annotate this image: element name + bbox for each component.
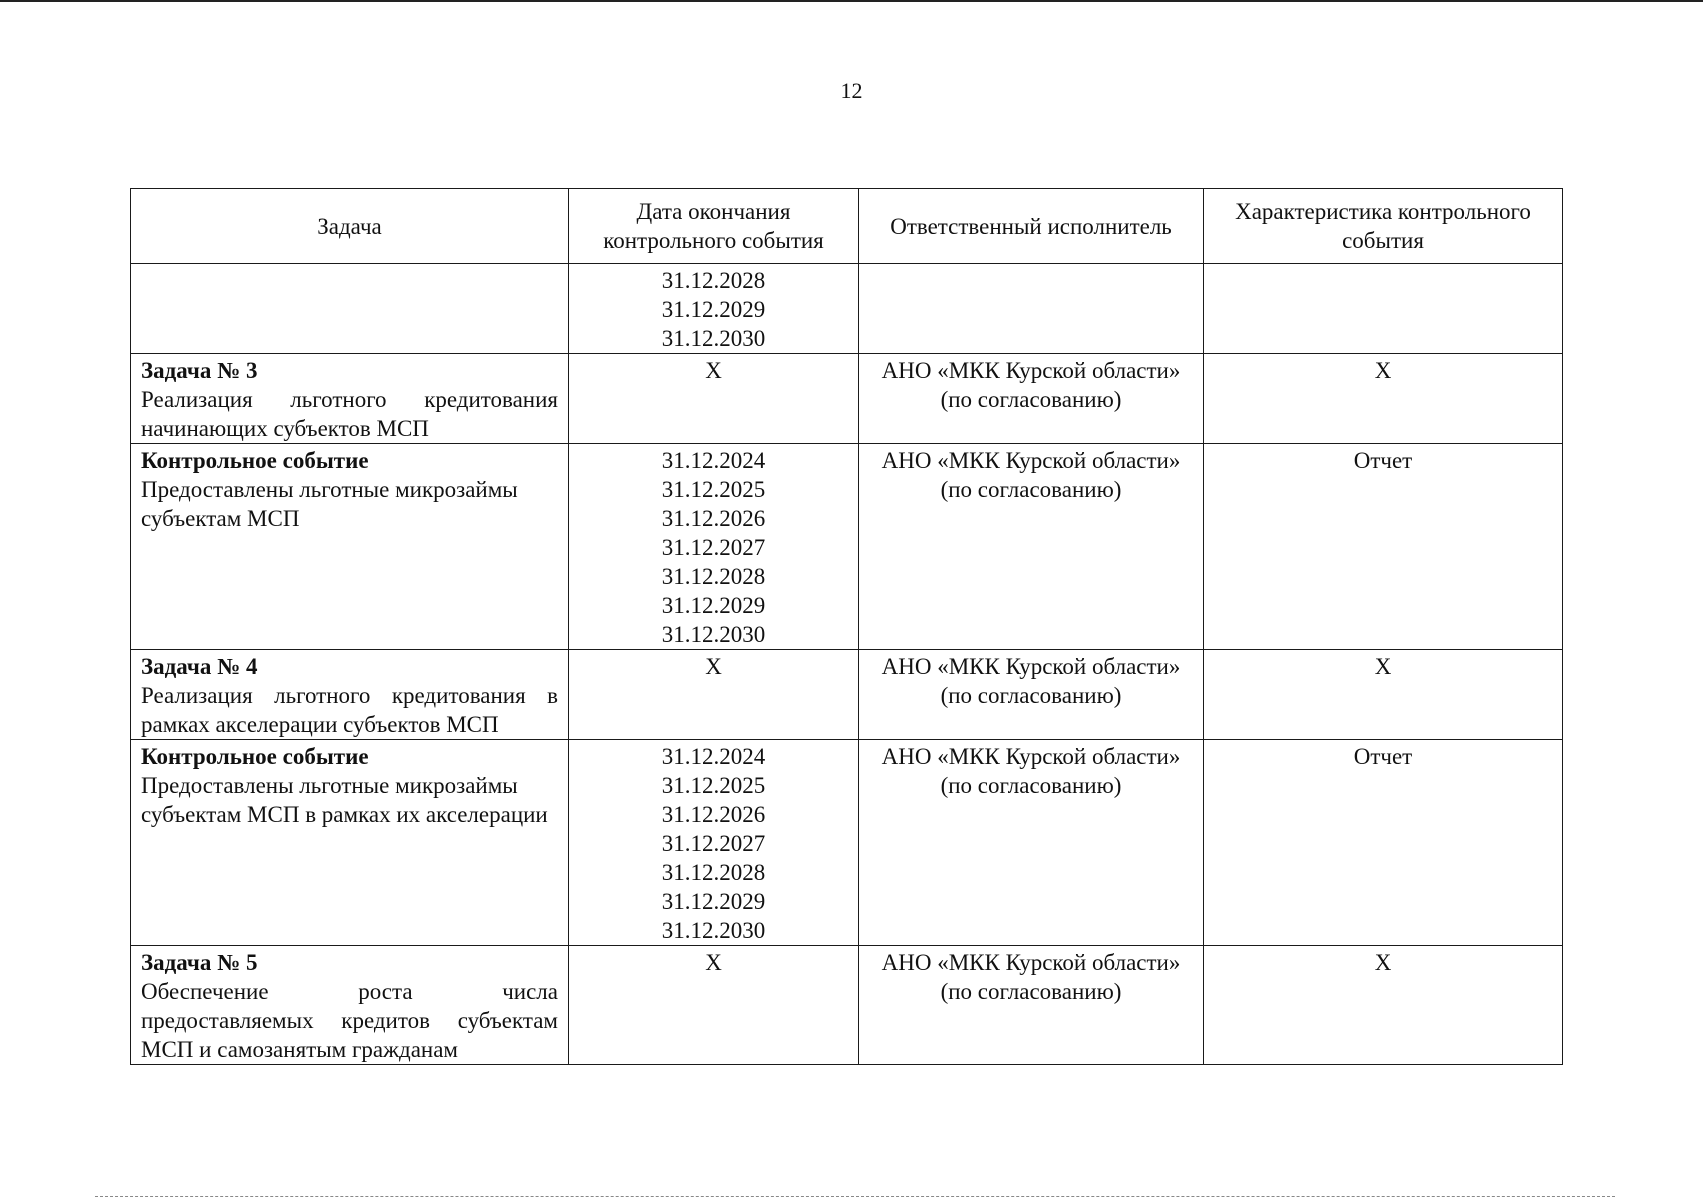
task-title: Задача № 4 [141, 654, 258, 679]
table-row [131, 444, 1563, 650]
date-value: 31.12.2027 [661, 535, 766, 560]
date-value: 31.12.2028 [661, 564, 766, 589]
table-header [131, 189, 1563, 264]
date-value: 31.12.2025 [661, 773, 766, 798]
date-value: 31.12.2030 [661, 622, 766, 647]
task-description: Предоставлены льготные микрозаймы субъектам МСП в рамках их акселерации [141, 773, 548, 827]
characteristic-cell: X [1204, 946, 1563, 1065]
task-title: Контрольное событие [141, 448, 369, 473]
task-title: Задача № 3 [141, 358, 258, 383]
date-value: X [705, 950, 722, 975]
task-cell [131, 444, 569, 650]
date-value: X [705, 358, 722, 383]
date-value: 31.12.2026 [661, 802, 766, 827]
date-value: 31.12.2030 [661, 326, 766, 351]
date-value: 31.12.2024 [661, 744, 766, 769]
date-value: 31.12.2029 [661, 889, 766, 914]
executor-cell: АНО «МКК Курской области» (по согласованию) [859, 946, 1204, 1065]
date-value: 31.12.2028 [661, 268, 766, 293]
task-description: Реализация льготного кредитования начинающих субъектов МСП [141, 387, 558, 441]
header-end-date: Дата окончания контрольного события [569, 189, 859, 264]
date-value: 31.12.2028 [661, 860, 766, 885]
characteristic-cell: Отчет [1204, 444, 1563, 650]
header-task: Задача [131, 189, 569, 264]
characteristic-cell: X [1204, 354, 1563, 444]
date-value: 31.12.2029 [661, 593, 766, 618]
date-value: 31.12.2030 [661, 918, 766, 943]
task-description: Реализация льготного кредитования в рамках акселерации субъектов МСП [141, 683, 558, 737]
executor-cell: АНО «МКК Курской области» (по согласованию) [859, 354, 1204, 444]
dates-cell [569, 264, 859, 354]
table-row [131, 946, 1563, 1065]
task-title: Задача № 5 [141, 950, 258, 975]
dates-cell [569, 946, 859, 1065]
footer-scan-line [95, 1196, 1615, 1197]
task-cell [131, 740, 569, 946]
date-value: 31.12.2029 [661, 297, 766, 322]
task-title: Контрольное событие [141, 744, 369, 769]
characteristic-cell: Отчет [1204, 740, 1563, 946]
task-cell [131, 946, 569, 1065]
task-cell [131, 354, 569, 444]
task-description: Обеспечение роста числа предоставляемых кредитов субъектам МСП и самозанятым гражданам [141, 979, 558, 1062]
executor-cell: АНО «МКК Курской области» (по согласованию) [859, 740, 1204, 946]
executor-cell [859, 264, 1204, 354]
dates-cell [569, 444, 859, 650]
date-value: 31.12.2026 [661, 506, 766, 531]
task-description: Предоставлены льготные микрозаймы субъектам МСП [141, 477, 518, 531]
header-executor: Ответственный исполнитель [859, 189, 1204, 264]
date-value: 31.12.2027 [661, 831, 766, 856]
task-cell [131, 264, 569, 354]
task-cell [131, 650, 569, 740]
table-row [131, 264, 1563, 354]
table-row [131, 740, 1563, 946]
dates-cell [569, 740, 859, 946]
executor-cell: АНО «МКК Курской области» (по согласованию) [859, 650, 1204, 740]
table-row [131, 650, 1563, 740]
header-characteristic: Характеристика контрольного события [1204, 189, 1563, 264]
date-value: 31.12.2025 [661, 477, 766, 502]
top-border-line [0, 0, 1703, 2]
date-value: X [705, 654, 722, 679]
characteristic-cell: X [1204, 650, 1563, 740]
date-value: 31.12.2024 [661, 448, 766, 473]
table-row [131, 354, 1563, 444]
page-number: 12 [840, 78, 863, 103]
header-row [131, 189, 1563, 264]
control-events-table [130, 188, 1563, 1065]
characteristic-cell [1204, 264, 1563, 354]
executor-cell: АНО «МКК Курской области» (по согласованию) [859, 444, 1204, 650]
dates-cell [569, 650, 859, 740]
dates-cell [569, 354, 859, 444]
